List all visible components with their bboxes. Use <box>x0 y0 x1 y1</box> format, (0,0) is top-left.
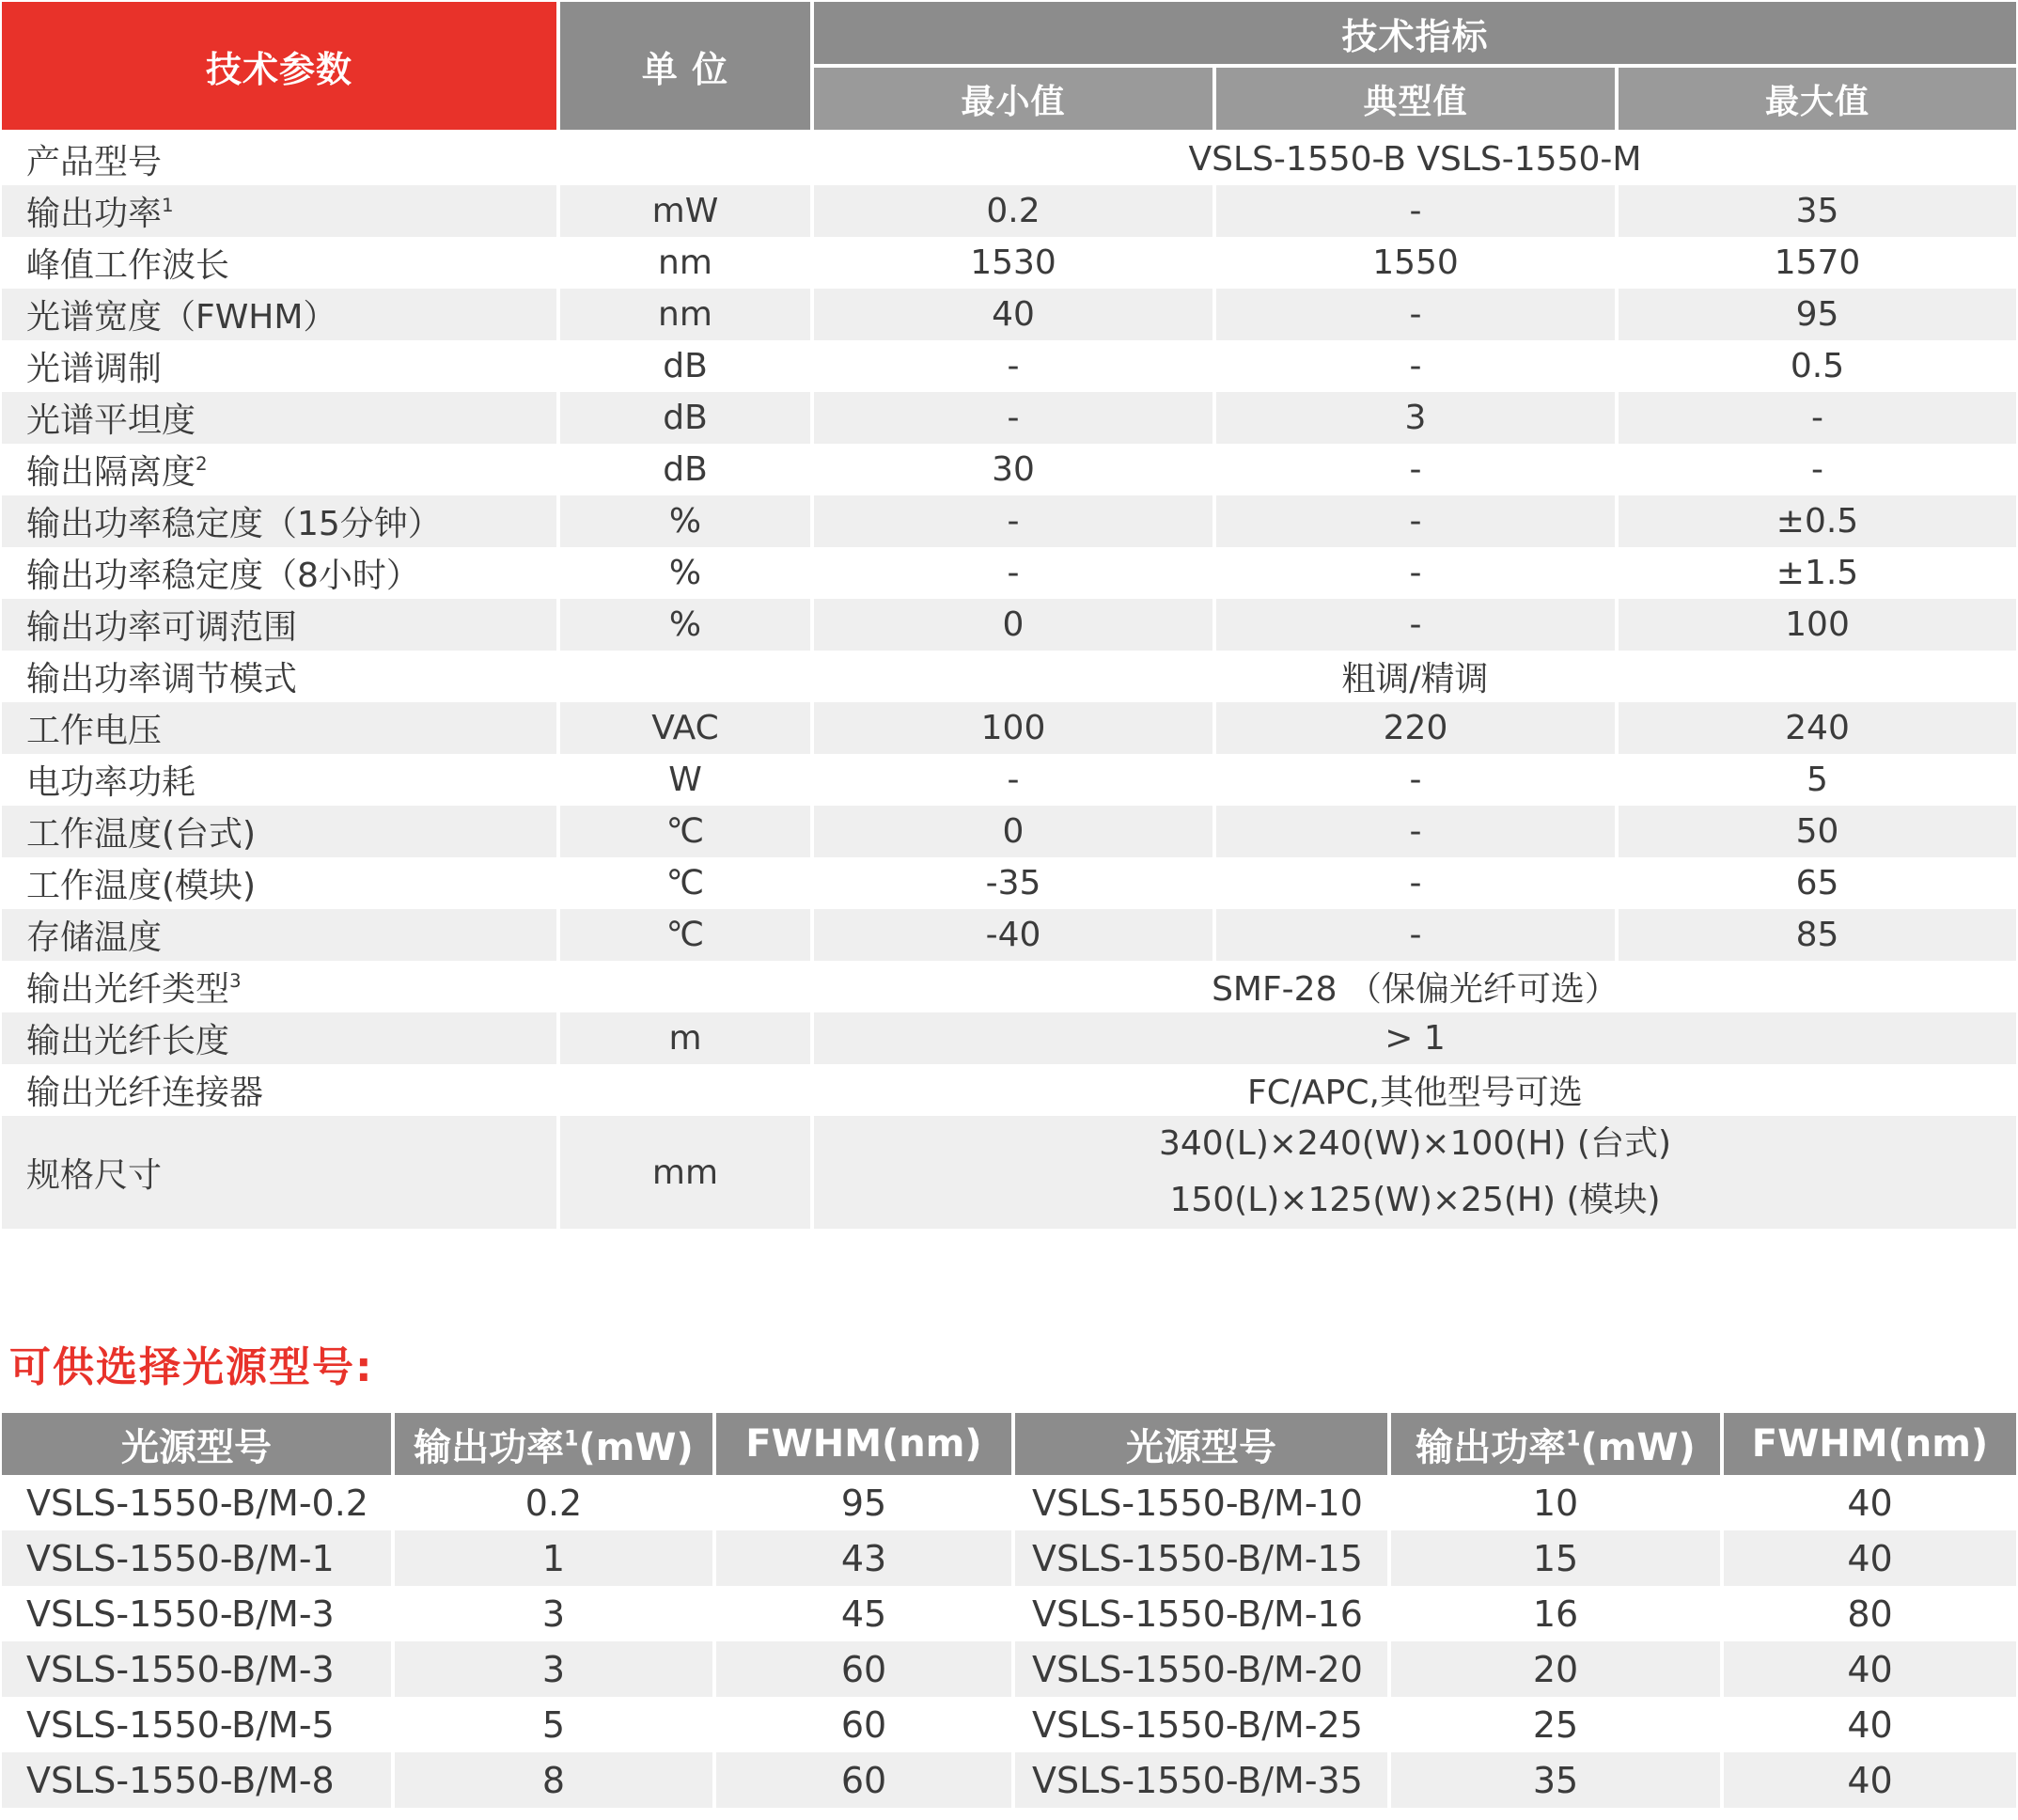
unit-cell: nm <box>558 237 812 289</box>
typ-cell: 220 <box>1214 702 1617 754</box>
max-cell: 65 <box>1617 857 2016 909</box>
max-cell: 5 <box>1617 754 2016 806</box>
spec-row <box>2 340 2016 392</box>
param-cell <box>2 340 558 392</box>
param-cell <box>2 599 558 651</box>
typ-cell: - <box>1214 754 1617 806</box>
unit-cell: dB <box>558 340 812 392</box>
max-cell: ±1.5 <box>1617 547 2016 599</box>
param-label: 产品型号 <box>26 143 163 181</box>
merged-value-cell <box>812 1116 2016 1229</box>
power-cell: 10 <box>1389 1475 1722 1530</box>
spec-row <box>2 495 2016 547</box>
model-name-cell: VSLS-1550-B/M-35 <box>1013 1752 1389 1808</box>
min-cell: -40 <box>812 909 1214 961</box>
spec-row <box>2 392 2016 444</box>
power-cell: 35 <box>1389 1752 1722 1808</box>
unit-cell: dB <box>558 444 812 495</box>
model-name-cell: VSLS-1550-B/M-1 <box>2 1530 393 1586</box>
spec-row <box>2 806 2016 857</box>
power-cell: 5 <box>393 1697 714 1752</box>
max-cell: 95 <box>1617 289 2016 340</box>
spec-row <box>2 1064 2016 1116</box>
param-cell <box>2 1064 558 1116</box>
header-unit: 单 位 <box>558 2 812 132</box>
param-label: 输出光纤连接器 <box>26 1074 264 1112</box>
spec-row <box>2 1012 2016 1064</box>
unit-cell: dB <box>558 392 812 444</box>
min-cell: - <box>812 495 1214 547</box>
spec-row <box>2 444 2016 495</box>
model-name-cell: VSLS-1550-B/M-3 <box>2 1586 393 1641</box>
header-min: 最小值 <box>812 66 1214 132</box>
merged-value-cell: VSLS-1550-B VSLS-1550-M <box>812 132 2016 185</box>
param-cell <box>2 185 558 237</box>
max-cell: 240 <box>1617 702 2016 754</box>
fwhm-cell: 95 <box>714 1475 1013 1530</box>
max-cell: - <box>1617 444 2016 495</box>
unit-cell: % <box>558 495 812 547</box>
model-name-cell: VSLS-1550-B/M-5 <box>2 1697 393 1752</box>
spec-row <box>2 754 2016 806</box>
param-cell <box>2 547 558 599</box>
footnote-marker: 1 <box>162 195 174 217</box>
power-cell: 16 <box>1389 1586 1722 1641</box>
param-cell <box>2 806 558 857</box>
min-cell: - <box>812 754 1214 806</box>
size-line-module: 150(L)×125(W)×25(H) (模块) <box>1169 1181 1661 1219</box>
merged-value-cell: 粗调/精调 <box>812 651 2016 702</box>
power-cell: 3 <box>393 1586 714 1641</box>
typ-cell: - <box>1214 444 1617 495</box>
min-cell: - <box>812 547 1214 599</box>
max-cell: ±0.5 <box>1617 495 2016 547</box>
merged-value-cell: > 1 <box>812 1012 2016 1064</box>
unit-cell: % <box>558 599 812 651</box>
spec-row <box>2 289 2016 340</box>
max-cell: 85 <box>1617 909 2016 961</box>
typ-cell: - <box>1214 599 1617 651</box>
unit-cell <box>558 651 812 702</box>
unit-cell <box>558 1064 812 1116</box>
param-cell: 规格尺寸 <box>2 1116 558 1229</box>
param-label: 工作温度(模块) <box>26 867 257 905</box>
header-param: 技术参数 <box>2 2 558 132</box>
min-cell: 30 <box>812 444 1214 495</box>
model-name-cell: VSLS-1550-B/M-25 <box>1013 1697 1389 1752</box>
spec-row <box>2 651 2016 702</box>
merged-value-cell: SMF-28 （保偏光纤可选） <box>812 961 2016 1012</box>
power-cell: 0.2 <box>393 1475 714 1530</box>
unit-cell: m <box>558 1012 812 1064</box>
fwhm-cell: 60 <box>714 1752 1013 1808</box>
header-model-a: 光源型号 <box>2 1413 393 1475</box>
fwhm-cell: 40 <box>1722 1752 2016 1808</box>
fwhm-cell: 45 <box>714 1586 1013 1641</box>
param-cell <box>2 495 558 547</box>
model-name-cell: VSLS-1550-B/M-0.2 <box>2 1475 393 1530</box>
typ-cell: - <box>1214 547 1617 599</box>
typ-cell: - <box>1214 340 1617 392</box>
header-model-b: 光源型号 <box>1013 1413 1389 1475</box>
model-name-cell: VSLS-1550-B/M-15 <box>1013 1530 1389 1586</box>
typ-cell: - <box>1214 185 1617 237</box>
param-cell <box>2 132 558 185</box>
param-label: 输出功率可调范围 <box>26 608 298 647</box>
unit-cell: ℃ <box>558 857 812 909</box>
model-row <box>2 1752 2016 1808</box>
model-name-cell: VSLS-1550-B/M-3 <box>2 1641 393 1697</box>
spec-table-body <box>2 132 2016 1229</box>
header-fwhm-a: FWHM(nm) <box>714 1413 1013 1475</box>
header-spec-group: 技术指标 <box>812 2 2016 66</box>
fwhm-cell: 40 <box>1722 1697 2016 1752</box>
unit-cell: mW <box>558 185 812 237</box>
fwhm-cell: 43 <box>714 1530 1013 1586</box>
param-cell <box>2 961 558 1012</box>
min-cell: 1530 <box>812 237 1214 289</box>
typ-cell: - <box>1214 909 1617 961</box>
typ-cell: 1550 <box>1214 237 1617 289</box>
param-label: 输出功率稳定度（15分钟） <box>26 505 442 543</box>
typ-cell: - <box>1214 289 1617 340</box>
fwhm-cell: 80 <box>1722 1586 2016 1641</box>
spec-row <box>2 702 2016 754</box>
fwhm-cell: 40 <box>1722 1475 2016 1530</box>
typ-cell: 3 <box>1214 392 1617 444</box>
unit-cell: VAC <box>558 702 812 754</box>
param-cell <box>2 444 558 495</box>
models-table-body <box>2 1475 2016 1808</box>
spec-row <box>2 185 2016 237</box>
param-cell <box>2 237 558 289</box>
spec-row <box>2 961 2016 1012</box>
param-cell <box>2 392 558 444</box>
unit-cell: W <box>558 754 812 806</box>
param-cell <box>2 754 558 806</box>
footnote-marker: 2 <box>196 453 208 476</box>
param-label: 存储温度 <box>26 918 163 957</box>
header-power-b: 输出功率$^1$(mW) <box>1389 1413 1722 1475</box>
unit-cell <box>558 961 812 1012</box>
unit-cell: ℃ <box>558 909 812 961</box>
param-cell <box>2 651 558 702</box>
power-cell: 25 <box>1389 1697 1722 1752</box>
param-label: 输出隔离度 <box>26 453 196 492</box>
header-fwhm-b: FWHM(nm) <box>1722 1413 2016 1475</box>
typ-cell: - <box>1214 495 1617 547</box>
spec-row <box>2 547 2016 599</box>
models-table <box>2 1413 2016 1808</box>
model-row <box>2 1586 2016 1641</box>
power-cell: 8 <box>393 1752 714 1808</box>
fwhm-cell: 40 <box>1722 1530 2016 1586</box>
model-name-cell: VSLS-1550-B/M-20 <box>1013 1641 1389 1697</box>
power-cell: 1 <box>393 1530 714 1586</box>
max-cell: 50 <box>1617 806 2016 857</box>
unit-cell: nm <box>558 289 812 340</box>
param-cell <box>2 1012 558 1064</box>
spec-row <box>2 237 2016 289</box>
param-label: 工作温度(台式) <box>26 815 257 854</box>
max-cell: - <box>1617 392 2016 444</box>
param-cell <box>2 909 558 961</box>
max-cell: 100 <box>1617 599 2016 651</box>
power-cell: 3 <box>393 1641 714 1697</box>
min-cell: 100 <box>812 702 1214 754</box>
spec-row <box>2 599 2016 651</box>
param-label: 输出光纤长度 <box>26 1022 230 1060</box>
min-cell: 0 <box>812 599 1214 651</box>
unit-cell: % <box>558 547 812 599</box>
header-max: 最大值 <box>1617 66 2016 132</box>
min-cell: 0.2 <box>812 185 1214 237</box>
max-cell: 35 <box>1617 185 2016 237</box>
min-cell: - <box>812 392 1214 444</box>
spec-row <box>2 909 2016 961</box>
max-cell: 0.5 <box>1617 340 2016 392</box>
spec-row <box>2 132 2016 185</box>
param-label: 输出功率 <box>26 195 163 233</box>
footnote-marker: 3 <box>229 970 242 993</box>
spec-table <box>2 2 2016 1229</box>
min-cell: -35 <box>812 857 1214 909</box>
unit-cell: ℃ <box>558 806 812 857</box>
min-cell: - <box>812 340 1214 392</box>
model-row <box>2 1641 2016 1697</box>
power-cell: 15 <box>1389 1530 1722 1586</box>
header-typ: 典型值 <box>1214 66 1617 132</box>
param-cell <box>2 702 558 754</box>
model-name-cell: VSLS-1550-B/M-10 <box>1013 1475 1389 1530</box>
model-row <box>2 1530 2016 1586</box>
power-cell: 20 <box>1389 1641 1722 1697</box>
param-label: 电功率功耗 <box>26 763 196 802</box>
spec-row-size <box>2 1116 2016 1229</box>
param-cell <box>2 289 558 340</box>
param-label: 工作电压 <box>26 712 163 750</box>
fwhm-cell: 60 <box>714 1641 1013 1697</box>
param-label: 峰值工作波长 <box>26 246 230 285</box>
model-row <box>2 1475 2016 1530</box>
param-label: 输出功率稳定度（8小时） <box>26 557 420 595</box>
typ-cell: - <box>1214 806 1617 857</box>
model-name-cell: VSLS-1550-B/M-8 <box>2 1752 393 1808</box>
merged-value-cell: FC/APC,其他型号可选 <box>812 1064 2016 1116</box>
param-label: 输出光纤类型 <box>26 970 230 1009</box>
typ-cell: - <box>1214 857 1617 909</box>
model-name-cell: VSLS-1550-B/M-16 <box>1013 1586 1389 1641</box>
model-row <box>2 1697 2016 1752</box>
param-label: 输出功率调节模式 <box>26 660 298 698</box>
param-cell <box>2 857 558 909</box>
min-cell: 0 <box>812 806 1214 857</box>
min-cell: 40 <box>812 289 1214 340</box>
header-power-a: 输出功率$^1$(mW) <box>393 1413 714 1475</box>
unit-cell <box>558 132 812 185</box>
models-section-title: 可供选择光源型号: <box>9 1343 374 1391</box>
unit-cell: mm <box>558 1116 812 1229</box>
max-cell: 1570 <box>1617 237 2016 289</box>
param-label: 光谱宽度（FWHM） <box>26 298 337 337</box>
param-label: 光谱平坦度 <box>26 401 196 440</box>
fwhm-cell: 40 <box>1722 1641 2016 1697</box>
spec-row <box>2 857 2016 909</box>
param-label: 光谱调制 <box>26 350 163 388</box>
size-line-desktop: 340(L)×240(W)×100(H) (台式) <box>1159 1124 1671 1163</box>
fwhm-cell: 60 <box>714 1697 1013 1752</box>
